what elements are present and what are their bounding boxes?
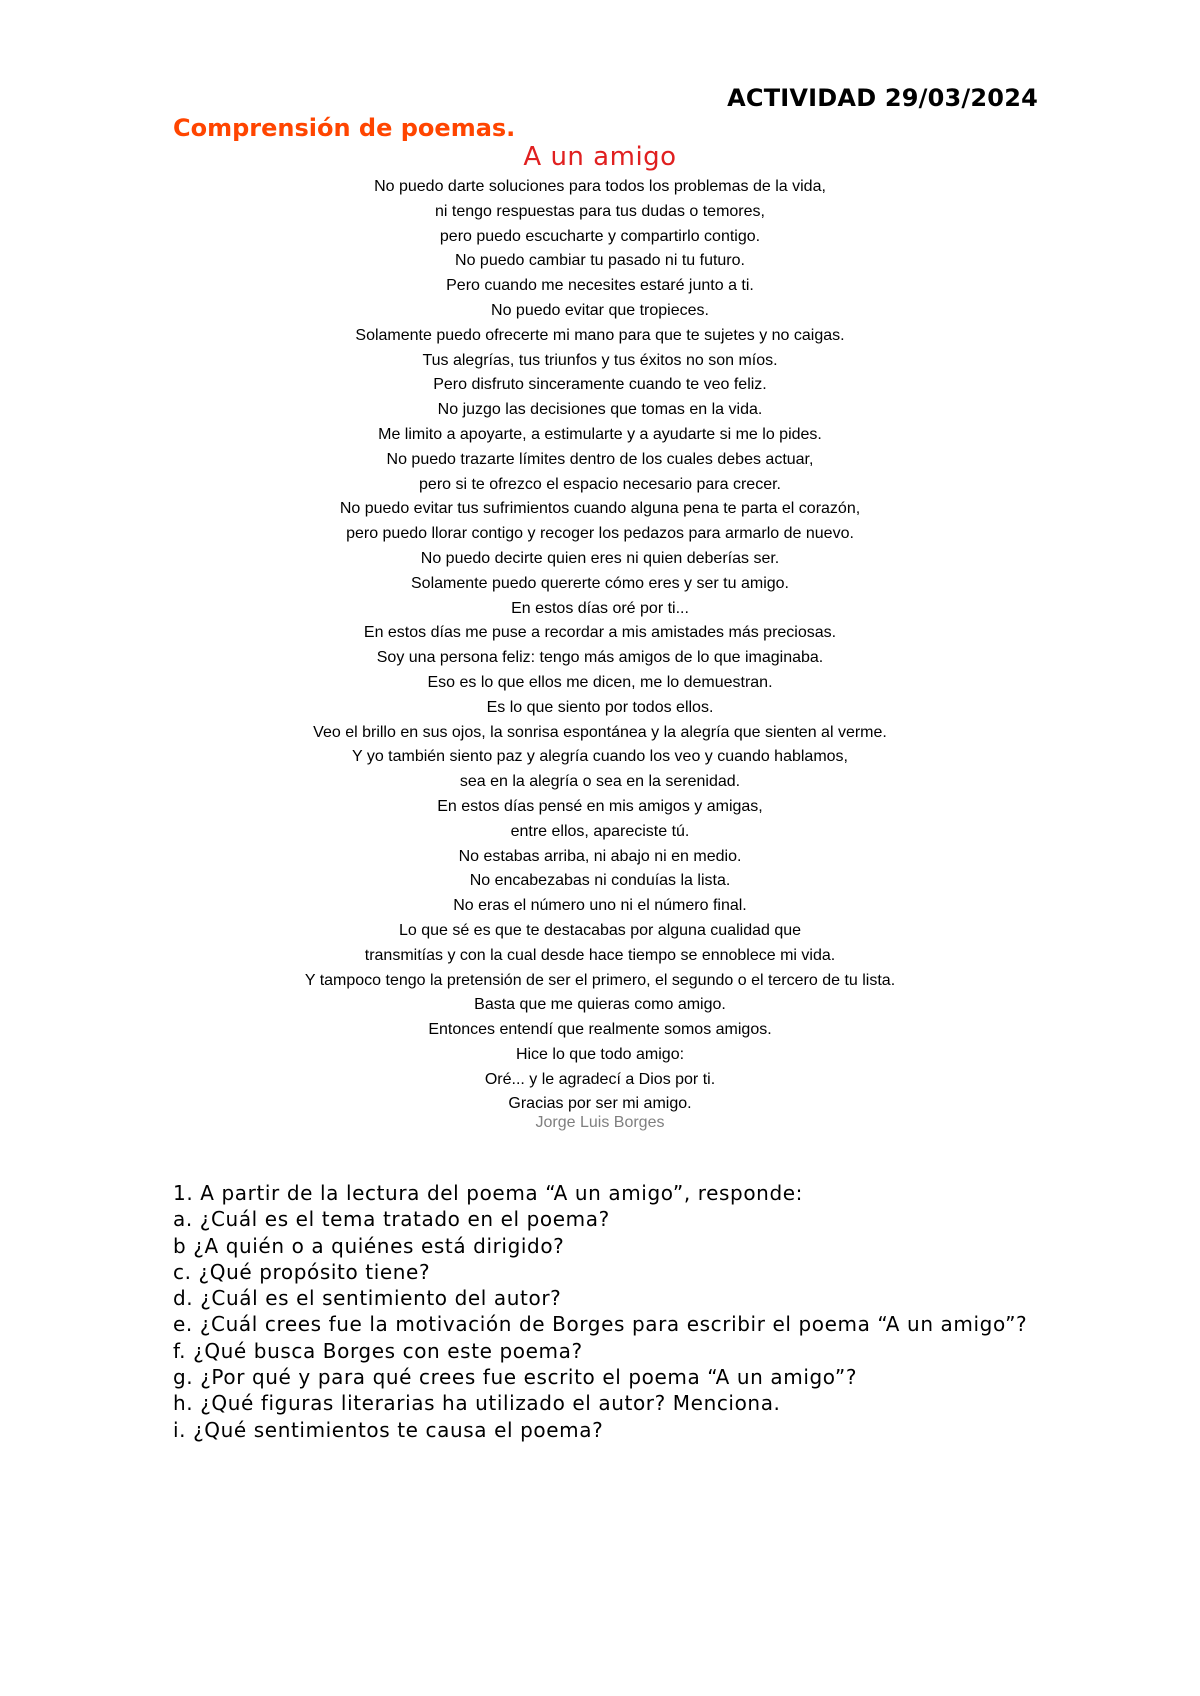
poem-line: sea en la alegría o sea en la serenidad. [459,773,741,791]
poem-line: En estos días me puse a recordar a mis amistades más preciosas. [363,624,837,642]
poem-line: pero puedo escucharte y compartirlo contigo. [439,227,761,245]
poem-line: ni tengo respuestas para tus dudas o temores, [435,202,765,220]
poem-line: Oré... y le agradecí a Dios por ti. [484,1070,716,1088]
question-item: 1. A partir de la lectura del poema “A un amigo”, responde: [173,1181,803,1205]
question-list [173,1180,1033,1443]
poem-line: Basta que me quieras como amigo. [474,996,726,1014]
poem-title: A un amigo [523,142,677,172]
poem-line: pero si te ofrezco el espacio necesario para crecer. [419,475,781,493]
poem-line: En estos días oré por ti... [511,599,689,617]
question-item: g. ¿Por qué y para qué crees fue escrito el poema “A un amigo”? [173,1365,858,1390]
poem-line: No puedo darte soluciones para todos los problemas de la vida, [374,178,826,195]
poem-line: Eso es lo que ellos me dicen, me lo demuestran. [427,673,773,691]
poem-line: No puedo trazarte límites dentro de los cuales debes actuar, [386,450,814,468]
poem-line: Y tampoco tengo la pretensión de ser el primero, el segundo o el tercero de tu lista. [304,971,896,989]
poem-line: Lo que sé es que te destacabas por alguna cualidad que [398,921,802,939]
poem-line: Soy una persona feliz: tengo más amigos de lo que imaginaba. [376,649,824,667]
poem-line: Hice lo que todo amigo: [515,1045,685,1063]
poem-author: Jorge Luis Borges [535,1114,665,1131]
poem-line: No estabas arriba, ni abajo ni en medio. [458,847,742,865]
poem-line: No puedo decirte quien eres ni quien deberías ser. [420,549,780,567]
question-item: e. ¿Cuál crees fue la motivación de Borges para escribir el poema “A un amigo”? [173,1312,1028,1337]
poem-line: Veo el brillo en sus ojos, la sonrisa espontánea y la alegría que sienten al verme. [313,723,887,741]
activity-date-heading: ACTIVIDAD 29/03/2024 [727,84,1038,112]
poem-line: No juzgo las decisiones que tomas en la vida. [437,401,763,419]
poem-line: Me limito a apoyarte, a estimularte y a ayudarte si me lo pides. [378,425,822,443]
poem-line: Tus alegrías, tus triunfos y tus éxitos no son míos. [422,351,778,369]
question-item: b ¿A quién o a quiénes está dirigido? [173,1233,565,1258]
poem-line: pero puedo llorar contigo y recoger los pedazos para armarlo de nuevo. [346,525,854,543]
question-item: a. ¿Cuál es el tema tratado en el poema? [173,1207,610,1232]
poem-line: Es lo que siento por todos ellos. [486,698,714,716]
poem-line: No puedo evitar que tropieces. [491,301,709,319]
question-item: i. ¿Qué sentimientos te causa el poema? [173,1417,604,1442]
poem-line: Solamente puedo quererte cómo eres y ser tu amigo. [411,574,789,592]
poem-line: transmitías y con la cual desde hace tiempo se ennoblece mi vida. [364,946,836,964]
question-item: d. ¿Cuál es el sentimiento del autor? [173,1286,562,1311]
poem-line: No encabezabas ni conduías la lista. [469,872,731,890]
section-subtitle: Comprensión de poemas. [173,114,516,142]
question-item: h. ¿Qué figuras literarias ha utilizado el autor? Menciona. [173,1391,781,1416]
poem-line: Y yo también siento paz y alegría cuando los veo y cuando hablamos, [351,748,848,766]
poem-line: No eras el número uno ni el número final. [453,897,747,915]
poem-body [0,175,1200,1117]
question-item: f. ¿Qué busca Borges con este poema? [173,1338,583,1363]
poem-line: No puedo cambiar tu pasado ni tu futuro. [455,252,745,270]
poem-line: En estos días pensé en mis amigos y amigas, [437,797,763,815]
question-item: c. ¿Qué propósito tiene? [173,1259,431,1284]
poem-line: entre ellos, apareciste tú. [510,822,690,840]
poem-line: Gracias por ser mi amigo. [508,1095,692,1113]
poem-line: No puedo evitar tus sufrimientos cuando alguna pena te parta el corazón, [339,500,861,518]
poem-line: Pero disfruto sinceramente cuando te veo feliz. [433,376,767,394]
poem-line: Entonces entendí que realmente somos amigos. [428,1021,772,1039]
poem-line: Solamente puedo ofrecerte mi mano para que te sujetes y no caigas. [355,326,845,344]
poem-line: Pero cuando me necesites estaré junto a ti. [446,277,754,295]
